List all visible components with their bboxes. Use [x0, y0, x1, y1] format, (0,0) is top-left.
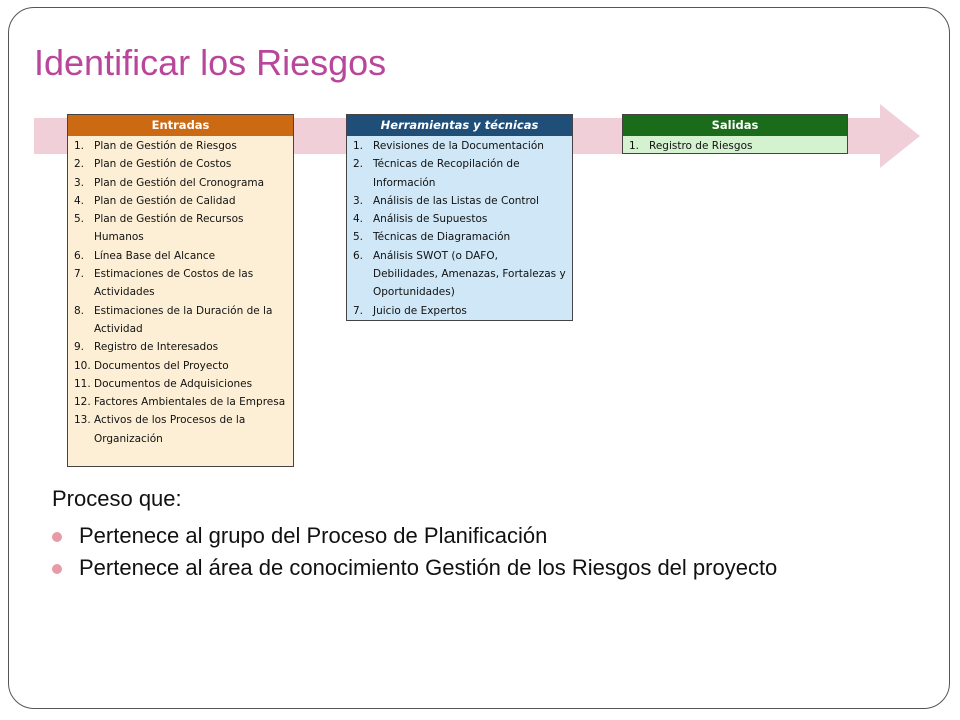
list-item	[353, 210, 566, 228]
list-item-number: 1.	[74, 140, 85, 152]
list-item	[74, 265, 287, 302]
list-item	[74, 210, 287, 247]
list-item-number: 6.	[353, 249, 364, 262]
list-item	[353, 247, 566, 302]
salidas-list	[623, 136, 847, 157]
list-item	[74, 247, 287, 265]
herramientas-list	[347, 136, 572, 322]
list-item-text: Análisis de Supuestos	[373, 213, 488, 226]
list-item	[353, 228, 566, 246]
list-item	[353, 137, 566, 155]
proceso-label: Proceso que:	[52, 486, 182, 511]
list-item-text: Registro de Riesgos	[649, 140, 753, 152]
bullet-item	[52, 523, 852, 549]
list-item-number: 3.	[353, 194, 364, 207]
list-item	[353, 155, 566, 192]
list-item-number: 12.	[74, 396, 91, 409]
list-item-number: 8.	[74, 304, 85, 317]
bullet-dot-icon	[52, 564, 62, 574]
list-item-text: Registro de Interesados	[94, 341, 219, 354]
list-item-number: 4.	[353, 213, 364, 226]
list-item-number: 2.	[353, 158, 364, 171]
list-item-number: 4.	[74, 194, 85, 207]
list-item-text: Técnicas de Recopilación de Información	[373, 158, 520, 189]
list-item-number: 6.	[74, 249, 85, 262]
list-item-number: 5.	[74, 213, 85, 226]
salidas-box	[622, 114, 848, 154]
list-item-text: Plan de Gestión de Riesgos	[94, 140, 237, 152]
salidas-header: Salidas	[623, 115, 847, 136]
entradas-header: Entradas	[68, 115, 293, 136]
bullet-text: Pertenece al área de conocimiento Gestión de los Riesgos del proyecto	[79, 555, 778, 580]
list-item-text: Estimaciones de la Duración de la Actividad	[94, 304, 273, 335]
list-item	[629, 137, 841, 155]
list-item-text: Plan de Gestión de Costos	[94, 158, 232, 171]
list-item-number: 9.	[74, 341, 85, 354]
list-item	[74, 155, 287, 173]
list-item-number: 5.	[353, 231, 364, 244]
list-item-number: 7.	[74, 268, 85, 281]
list-item-number: 1.	[629, 140, 640, 152]
bullet-dot-icon	[52, 532, 62, 542]
entradas-list	[68, 136, 293, 450]
list-item-text: Documentos del Proyecto	[94, 359, 229, 372]
list-item-number: 11.	[74, 377, 91, 390]
herramientas-box	[346, 114, 573, 321]
list-item-number: 2.	[74, 158, 85, 171]
list-item-text: Plan de Gestión del Cronograma	[94, 176, 265, 189]
list-item-text: Juicio de Expertos	[373, 304, 467, 317]
list-item	[74, 137, 287, 155]
page-title: Identificar los Riesgos	[34, 42, 387, 83]
list-item	[74, 302, 287, 339]
list-item-number: 13.	[74, 414, 91, 427]
list-item-text: Revisiones de la Documentación	[373, 140, 544, 152]
list-item	[74, 357, 287, 375]
herramientas-header: Herramientas y técnicas	[347, 115, 572, 136]
list-item	[74, 192, 287, 210]
list-item-number: 10.	[74, 359, 91, 372]
bullet-text: Pertenece al grupo del Proceso de Planificación	[79, 523, 548, 548]
list-item	[74, 375, 287, 393]
list-item	[74, 411, 287, 448]
list-item-text: Técnicas de Diagramación	[373, 231, 511, 244]
list-item	[74, 393, 287, 411]
bullet-list	[52, 523, 852, 587]
list-item-text: Documentos de Adquisiciones	[94, 377, 253, 390]
list-item-number: 3.	[74, 176, 85, 189]
list-item	[74, 338, 287, 356]
list-item-text: Análisis de las Listas de Control	[373, 194, 539, 207]
entradas-box	[67, 114, 294, 467]
list-item-text: Estimaciones de Costos de las Actividades	[94, 268, 254, 299]
list-item-text: Plan de Gestión de Recursos Humanos	[94, 213, 244, 244]
list-item-text: Factores Ambientales de la Empresa	[94, 396, 286, 409]
list-item-text: Línea Base del Alcance	[94, 249, 216, 262]
list-item	[353, 302, 566, 320]
list-item-number: 1.	[353, 140, 364, 152]
list-item-text: Análisis SWOT (o DAFO, Debilidades, Amenazas, Fortalezas y Oportunidades)	[373, 249, 566, 299]
list-item	[353, 192, 566, 210]
list-item	[74, 174, 287, 192]
list-item-text: Plan de Gestión de Calidad	[94, 194, 236, 207]
list-item-text: Activos de los Procesos de la Organización	[94, 414, 246, 445]
bullet-item	[52, 555, 852, 581]
list-item-number: 7.	[353, 304, 364, 317]
